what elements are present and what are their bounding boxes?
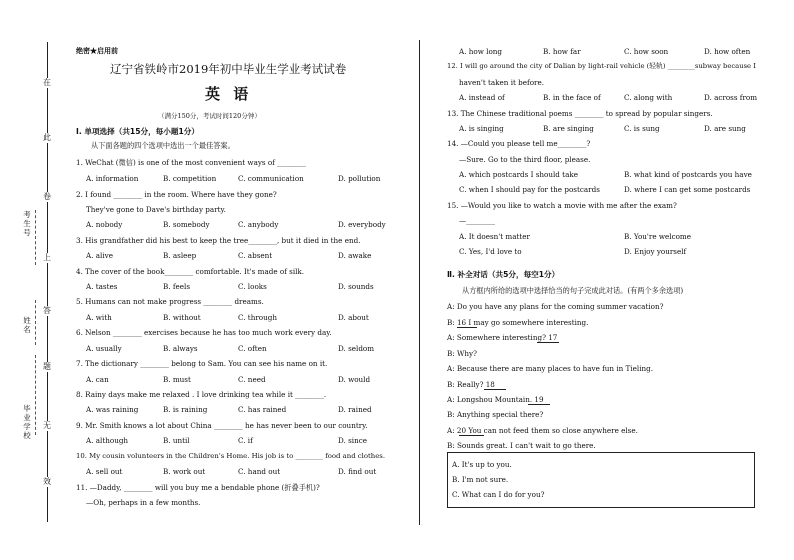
- q9-option-c: C. if: [238, 436, 253, 445]
- question-3: 3. His grandfather did his best to keep the tree________, but it died in the end.: [76, 236, 361, 245]
- blank-17-line: [537, 342, 559, 343]
- score-note: （满分150分，考试时间120分钟）: [158, 112, 261, 120]
- q15-option-d: D. Enjoy yourself: [624, 247, 687, 256]
- column-divider: [419, 40, 420, 525]
- blank-20-line: [459, 435, 484, 436]
- q11-option-a: A. how long: [459, 47, 503, 56]
- box-option-c: C. What can I do for you?: [452, 490, 545, 499]
- margin-char: 答: [43, 306, 51, 315]
- dialog-line: A: Do you have any plans for the coming summer vacation?: [447, 302, 664, 311]
- q12-option-d: D. across from: [704, 93, 758, 102]
- q6-option-a: A. usually: [86, 344, 122, 353]
- exam-title: 辽宁省铁岭市2019年初中毕业生学业考试试卷: [110, 62, 347, 76]
- q14-reply: —Sure. Go to the third floor, please.: [459, 155, 591, 164]
- q4-option-a: A. tastes: [86, 282, 118, 291]
- q9-option-a: A. although: [86, 436, 129, 445]
- q10-option-a: A. sell out: [86, 467, 123, 476]
- student-id-line: [35, 210, 36, 265]
- q7-option-b: B. must: [163, 375, 191, 384]
- q3-option-a: A. alive: [86, 251, 113, 260]
- q15-option-a: A. It doesn't matter: [459, 232, 530, 241]
- question-5: 5. Humans can not make progress ________ dreams.: [76, 297, 264, 306]
- q2-answer-line: They've gone to Dave's birthday party.: [86, 205, 226, 214]
- question-2: 2. I found ________ in the room. Where have they gone?: [76, 190, 277, 199]
- dialog-line: B: Why?: [447, 349, 477, 358]
- q13-option-d: D. are sung: [704, 124, 746, 133]
- q7-option-d: D. would: [338, 375, 371, 384]
- q13-option-a: A. is singing: [459, 124, 504, 133]
- q1-option-b: B. competition: [163, 174, 217, 183]
- school-label: 毕业学校: [23, 404, 31, 440]
- section1-heading: Ⅰ. 单项选择（共15分，每小题1分）: [76, 127, 199, 136]
- q14-option-a: A. which postcards I should take: [459, 170, 578, 179]
- blank-16-line: [457, 327, 477, 328]
- box-option-b: B. I'm not sure.: [452, 475, 509, 484]
- q3-option-c: C. absent: [238, 251, 273, 260]
- q5-option-c: C. through: [238, 313, 277, 322]
- q4-option-d: D. sounds: [338, 282, 374, 291]
- dialog-line: A: Longshou Mountain. 19: [447, 395, 544, 404]
- q3-option-d: D. awake: [338, 251, 372, 260]
- student-id-label: 考生号: [23, 210, 31, 237]
- q8-option-a: A. was raining: [86, 405, 139, 414]
- q1-option-d: D. pollution: [338, 174, 381, 183]
- question-10: 10. My cousin volunteers in the Children's Home. His job is to ________ food and clothes.: [76, 452, 386, 460]
- q5-option-a: A. with: [86, 313, 112, 322]
- margin-char: 题: [43, 362, 51, 371]
- q10-option-d: D. find out: [338, 467, 377, 476]
- q12-option-a: A. instead of: [459, 93, 505, 102]
- q11-option-c: C. how soon: [624, 47, 669, 56]
- margin-char: 在: [43, 78, 51, 87]
- q2-option-b: B. somebody: [163, 220, 210, 229]
- q8-option-c: C. has rained: [238, 405, 287, 414]
- box-option-a: A. It's up to you.: [452, 460, 512, 469]
- school-line: [35, 355, 36, 435]
- q9-option-b: B. until: [163, 436, 190, 445]
- q6-option-c: C. often: [238, 344, 267, 353]
- question-4: 4. The cover of the book________ comfortable. It's made of silk.: [76, 267, 305, 276]
- dialog-line: A: 20 You can not feed them so close anywhere else.: [447, 426, 638, 435]
- margin-char: 无: [43, 421, 51, 430]
- section2-instruction: 从方框内所给的选项中选择恰当的句子完成此对话。(有两个多余选项): [462, 286, 684, 295]
- q6-option-b: B. always: [163, 344, 198, 353]
- q11-option-d: D. how often: [704, 47, 751, 56]
- q8-option-b: B. is raining: [163, 405, 208, 414]
- question-15: 15. —Would you like to watch a movie with me after the exam?: [447, 201, 677, 210]
- q5-option-d: D. about: [338, 313, 369, 322]
- question-13: 13. The Chinese traditional poems ________ to spread by popular singers.: [447, 109, 713, 118]
- q9-option-d: D. since: [338, 436, 367, 445]
- q11-reply: —Oh, perhaps in a few months.: [86, 498, 201, 507]
- q14-option-d: D. where I can get some postcards: [624, 185, 751, 194]
- question-8: 8. Rainy days make me relaxed . I love drinking tea while it ________.: [76, 390, 327, 399]
- question-6: 6. Nelson ________ exercises because he has too much work every day.: [76, 328, 332, 337]
- question-1: 1. WeChat (微信) is one of the most convenient ways of ________: [76, 158, 306, 167]
- q2-option-d: D. everybody: [338, 220, 386, 229]
- blank-19-line: [528, 404, 550, 405]
- dialog-line: A: Because there are many places to have fun in Tieling.: [447, 364, 654, 373]
- margin-char: 上: [43, 253, 51, 262]
- dialog-line: A: Somewhere interesting? 17: [447, 333, 558, 342]
- q5-option-b: B. without: [163, 313, 201, 322]
- q8-option-d: D. rained: [338, 405, 372, 414]
- dialog-line: B: Sounds great. I can't wait to go there.: [447, 441, 596, 450]
- question-14: 14. —Could you please tell me________?: [447, 139, 591, 148]
- q11-option-b: B. how far: [543, 47, 581, 56]
- question-9: 9. Mr. Smith knows a lot about China ________ he has never been to our country.: [76, 421, 368, 430]
- q3-option-b: B. asleep: [163, 251, 197, 260]
- q13-option-c: C. is sung: [624, 124, 660, 133]
- q15-option-c: C. Yes, I'd love to: [459, 247, 522, 256]
- dialog-line: B: 16 I may go somewhere interesting.: [447, 318, 589, 327]
- q6-option-d: D. seldom: [338, 344, 375, 353]
- q1-option-a: A. information: [86, 174, 139, 183]
- q12-continuation: haven't taken it before.: [459, 78, 544, 87]
- q7-option-a: A. can: [86, 375, 109, 384]
- q12-option-c: C. along with: [624, 93, 673, 102]
- margin-char: 此: [43, 133, 51, 142]
- margin-char: 效: [43, 477, 51, 486]
- q10-option-b: B. work out: [163, 467, 206, 476]
- dialog-line: B: Really? 18: [447, 380, 495, 389]
- question-12: 12. I will go around the city of Dalian by light-rail vehicle (轻轨) ________subway because I: [447, 62, 756, 70]
- section1-instruction: 从下面各题的四个选项中选出一个最佳答案。: [91, 141, 235, 150]
- q12-option-b: B. in the face of: [543, 93, 601, 102]
- q2-option-c: C. anybody: [238, 220, 279, 229]
- q13-option-b: B. are singing: [543, 124, 594, 133]
- q14-option-b: B. what kind of postcards you have: [624, 170, 752, 179]
- name-line: [35, 300, 36, 345]
- q4-option-b: B. feels: [163, 282, 191, 291]
- q2-option-a: A. nobody: [86, 220, 123, 229]
- q14-option-c: C. when I should pay for the postcards: [459, 185, 600, 194]
- confidential-mark: 绝密★启用前: [76, 46, 118, 55]
- blank-18-line: [484, 389, 506, 390]
- q1-option-c: C. communication: [238, 174, 304, 183]
- name-label: 姓名: [23, 316, 31, 334]
- dialog-line: B: Anything special there?: [447, 410, 544, 419]
- q15-option-b: B. You're welcome: [624, 232, 692, 241]
- q15-reply: —________: [459, 216, 495, 225]
- q7-option-c: C. need: [238, 375, 266, 384]
- section2-heading: Ⅱ. 补全对话（共5分，每空1分）: [447, 270, 560, 279]
- q10-option-c: C. hand out: [238, 467, 281, 476]
- question-7: 7. The dictionary ________ belong to Sam. You can see his name on it.: [76, 359, 328, 368]
- question-11: 11. —Daddy, ________ will you buy me a bendable phone (折叠手机)?: [76, 483, 320, 492]
- subject-title: 英 语: [205, 85, 253, 103]
- q4-option-c: C. looks: [238, 282, 267, 291]
- margin-char: 卷: [43, 192, 51, 201]
- binding-line: [47, 42, 48, 522]
